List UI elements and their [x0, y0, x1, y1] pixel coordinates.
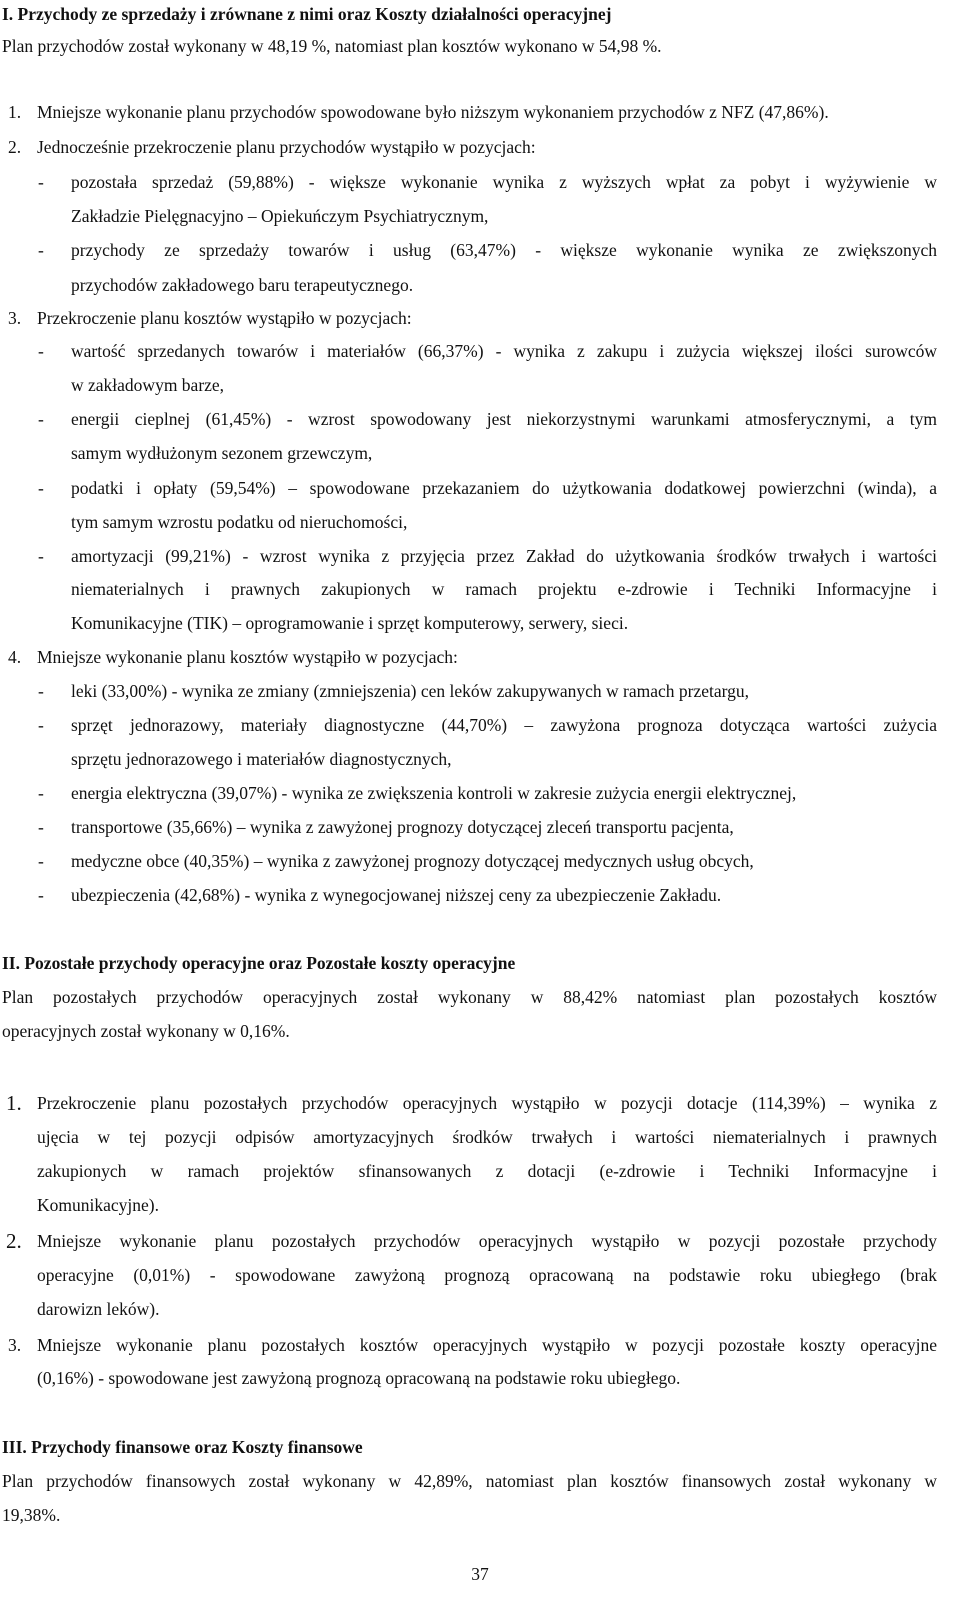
list-item-line: przychodów zakładowego baru terapeutycznego.: [71, 275, 414, 295]
paragraph-line: Przekroczenie planu kosztów wystąpiło w pozycjach:: [37, 308, 412, 328]
section-1-intro: Plan przychodów został wykonany w 48,19 %, natomiast plan kosztów wykonano w 54,98 %.: [2, 36, 662, 56]
list-dash: -: [38, 851, 44, 871]
list-item-line: leki (33,00%) - wynika ze zmiany (zmniejszenia) cen leków zakupywanych w ramach przetargu,: [71, 681, 750, 701]
item-number: 3.: [8, 1335, 22, 1355]
paragraph-line: Komunikacyjne).: [37, 1195, 159, 1215]
page-number: 37: [471, 1564, 489, 1584]
list-item-line: ubezpieczenia (42,68%) - wynika z wynegocjowanej niższej ceny za ubezpieczenie Zakładu.: [71, 885, 722, 905]
list-item-line: podatki i opłaty (59,54%) – spowodowane przekazaniem do użytkowania dodatkowej powierzchni (winda), a: [71, 478, 937, 498]
list-item-line: energia elektryczna (39,07%) - wynika ze zwiększenia kontroli w zakresie zużycia energii elektrycznej,: [71, 783, 797, 803]
list-dash: -: [38, 341, 44, 361]
list-dash: -: [38, 885, 44, 905]
paragraph-line: Mniejsze wykonanie planu pozostałych kosztów operacyjnych wystąpiło w pozycji pozostałe koszty operacyjne: [37, 1335, 937, 1355]
section-3-intro-line: Plan przychodów finansowych został wykonany w 42,89%, natomiast plan kosztów finansowych został wykonany w: [2, 1471, 937, 1491]
list-item-line: sprzęt jednorazowy, materiały diagnostyczne (44,70%) – zawyżona prognoza dotycząca wartości zużycia: [71, 715, 937, 735]
list-dash: -: [38, 240, 44, 260]
section-2-intro-line: operacyjnych został wykonany w 0,16%.: [2, 1021, 290, 1041]
item-number: 3.: [8, 308, 22, 328]
list-item-line: niematerialnych i prawnych zakupionych w ramach projektu e-zdrowie i Techniki Informacyjne i: [71, 579, 937, 599]
list-item-line: amortyzacji (99,21%) - wzrost wynika z przyjęcia przez Zakład do użytkowania środków trwałych i wartości: [71, 546, 937, 566]
list-item-line: przychody ze sprzedaży towarów i usług (63,47%) - większe wykonanie wynika ze zwiększonych: [71, 240, 937, 260]
item-number: 4.: [8, 647, 22, 667]
item-number: 2.: [8, 137, 22, 157]
list-dash: -: [38, 783, 44, 803]
list-item-line: medyczne obce (40,35%) – wynika z zawyżonej prognozy dotyczącej medycznych usług obcych,: [71, 851, 754, 871]
section-1-heading: I. Przychody ze sprzedaży i zrównane z nimi oraz Koszty działalności operacyjnej: [2, 4, 612, 24]
paragraph-line: Przekroczenie planu pozostałych przychodów operacyjnych wystąpiło w pozycji dotacje (114,39%) – wynika z: [37, 1093, 937, 1113]
section-3-heading: III. Przychody finansowe oraz Koszty finansowe: [2, 1437, 363, 1457]
item-number: 1.: [6, 1091, 22, 1115]
paragraph-line: (0,16%) - spowodowane jest zawyżoną prognozą opracowaną na podstawie roku ubiegłego.: [37, 1368, 681, 1388]
list-item-line: Komunikacyjne (TIK) – oprogramowanie i sprzęt komputerowy, serwery, sieci.: [71, 613, 629, 633]
section-3-intro-line: 19,38%.: [2, 1505, 61, 1525]
paragraph-line: Mniejsze wykonanie planu kosztów wystąpiło w pozycjach:: [37, 647, 458, 667]
paragraph-line: operacyjne (0,01%) - spowodowane zawyżoną prognozą opracowaną na podstawie roku ubiegłego (brak: [37, 1265, 937, 1285]
paragraph-line: ujęcia w tej pozycji odpisów amortyzacyjnych środków trwałych i wartości niematerialnych i prawnych: [37, 1127, 937, 1147]
list-item-line: samym wydłużonym sezonem grzewczym,: [71, 443, 373, 463]
paragraph-line: Mniejsze wykonanie planu pozostałych przychodów operacyjnych wystąpiło w pozycji pozostałe przychody: [37, 1231, 937, 1251]
list-item-line: pozostała sprzedaż (59,88%) - większe wykonanie wynika z wyższych wpłat za pobyt i wyżywienie w: [71, 172, 937, 192]
list-dash: -: [38, 715, 44, 735]
item-number: 1.: [8, 102, 22, 122]
list-dash: -: [38, 546, 44, 566]
list-dash: -: [38, 478, 44, 498]
paragraph-line: Jednocześnie przekroczenie planu przychodów wystąpiło w pozycjach:: [37, 137, 536, 157]
paragraph-line: Mniejsze wykonanie planu przychodów spowodowane było niższym wykonaniem przychodów z NFZ (47,86%).: [37, 102, 829, 122]
list-item-line: transportowe (35,66%) – wynika z zawyżonej prognozy dotyczącej zleceń transportu pacjenta,: [71, 817, 734, 837]
paragraph-line: zakupionych w ramach projektów sfinansowanych z dotacji (e-zdrowie i Techniki Informacyjne i: [37, 1161, 937, 1181]
list-dash: -: [38, 681, 44, 701]
item-number: 2.: [6, 1229, 22, 1253]
list-item-line: wartość sprzedanych towarów i materiałów (66,37%) - wynika z zakupu i zużycia większej ilości surowców: [71, 341, 937, 361]
list-dash: -: [38, 409, 44, 429]
list-item-line: w zakładowym barze,: [71, 375, 225, 395]
section-2-heading: II. Pozostałe przychody operacyjne oraz Pozostałe koszty operacyjne: [2, 953, 516, 973]
list-item-line: Zakładzie Pielęgnacyjno – Opiekuńczym Psychiatrycznym,: [71, 206, 489, 226]
list-item-line: tym samym wzrostu podatku od nieruchomości,: [71, 512, 408, 532]
list-item-line: sprzętu jednorazowego i materiałów diagnostycznych,: [71, 749, 452, 769]
section-2-intro-line: Plan pozostałych przychodów operacyjnych został wykonany w 88,42% natomiast plan pozostałych kosztów: [2, 987, 937, 1007]
list-item-line: energii cieplnej (61,45%) - wzrost spowodowany jest niekorzystnymi warunkami atmosferycznymi, a tym: [71, 409, 937, 429]
paragraph-line: darowizn leków).: [37, 1299, 160, 1319]
list-dash: -: [38, 172, 44, 192]
list-dash: -: [38, 817, 44, 837]
